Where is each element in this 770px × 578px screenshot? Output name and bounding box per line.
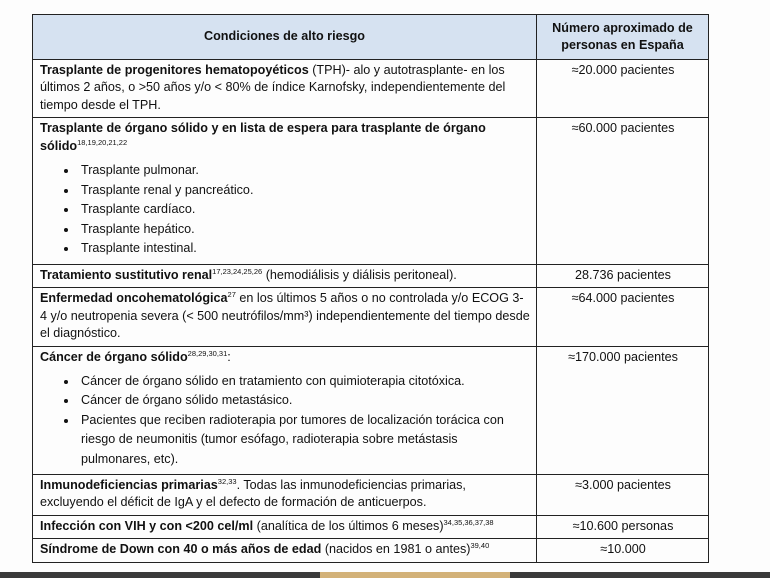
- condition-cell: [33, 118, 537, 265]
- condition-text: :: [227, 349, 231, 364]
- condition-title: Inmunodeficiencias primarias: [40, 478, 218, 493]
- list-item: • Pacientes que reciben radioterapia por tumores de localización torácica con riesgo de neumonitis (tumor esófago, radioterapia sobre metástasis pulmonares, etc).: [78, 411, 530, 469]
- condition-list: [40, 161, 530, 259]
- condition-text: (nacidos en 1981 o antes): [321, 542, 471, 557]
- condition-text: (TPH)- alo y autotrasplante- en los últimos 2 años, o >50 años y/o < 80% de índice Karnofsky, independientemente del tiempo desde el TPH.: [40, 63, 506, 112]
- header-conditions: Condiciones de alto riesgo: [33, 15, 537, 60]
- table-header-row: [33, 15, 709, 60]
- table-row: [33, 346, 709, 474]
- header-count: Número aproximado de personas en España: [537, 15, 709, 60]
- table-row: [33, 118, 709, 265]
- list-item: • Trasplante cardíaco.: [78, 200, 530, 220]
- list-item: • Trasplante pulmonar.: [78, 161, 530, 181]
- condition-text: . Todas las inmunodeficiencias primarias, excluyendo el déficit de IgA y el defecto de formación de anticuerpos.: [40, 478, 466, 510]
- bottom-edge-highlight: [320, 572, 510, 578]
- table-row: [33, 515, 709, 538]
- count-cell: 28.736 pacientes: [537, 265, 709, 288]
- table-row: [33, 539, 709, 562]
- reference-numbers: 18,19,20,21,22: [77, 137, 128, 147]
- reference-numbers: 39,40: [470, 541, 490, 551]
- count-cell: ≈170.000 pacientes: [537, 346, 709, 474]
- condition-list: [40, 372, 530, 469]
- list-item: • Trasplante renal y pancreático.: [78, 181, 530, 201]
- condition-title: Trasplante de órgano sólido y en lista de espera para trasplante de órgano sólido: [40, 121, 486, 153]
- list-item: • Trasplante intestinal.: [78, 239, 530, 259]
- condition-cell: [33, 346, 537, 474]
- condition-cell: [33, 288, 537, 346]
- count-cell: ≈10.600 personas: [537, 515, 709, 538]
- table-row: [33, 288, 709, 346]
- list-item: • Cáncer de órgano sólido en tratamiento con quimioterapia citotóxica.: [78, 372, 530, 391]
- reference-numbers: 27: [227, 290, 236, 300]
- count-cell: ≈20.000 pacientes: [537, 60, 709, 118]
- condition-text: en los últimos 5 años o no controlada y/o ECOG 3-4 y/o neutropenia severa (< 500 neutrófilos/mm³) independientemente del tiempo desde el diagnóstico.: [40, 291, 530, 341]
- condition-cell: [33, 60, 537, 118]
- condition-text: (analítica de los últimos 6 meses): [253, 518, 444, 533]
- condition-title: Tratamiento sustitutivo renal: [40, 268, 213, 282]
- count-cell: ≈10.000: [537, 539, 709, 562]
- count-cell: ≈3.000 pacientes: [537, 475, 709, 516]
- condition-title: Cáncer de órgano sólido: [40, 349, 188, 364]
- list-item: • Trasplante hepático.: [78, 220, 530, 240]
- condition-title: Enfermedad oncohematológica: [40, 291, 228, 306]
- reference-numbers: 17,23,24,25,26: [212, 266, 263, 276]
- condition-title: Síndrome de Down con 40 o más años de edad: [40, 542, 322, 557]
- reference-numbers: 34,35,36,37,38: [443, 517, 494, 527]
- high-risk-table: [32, 14, 709, 563]
- list-item: • Cáncer de órgano sólido metastásico.: [78, 391, 530, 410]
- condition-cell: [33, 515, 537, 538]
- condition-text: (hemodiálisis y diálisis peritoneal).: [262, 268, 457, 282]
- condition-cell: [33, 539, 537, 562]
- table-row: [33, 265, 709, 288]
- table-row: [33, 475, 709, 516]
- count-cell: ≈60.000 pacientes: [537, 118, 709, 265]
- reference-numbers: 28,29,30,31: [187, 348, 228, 358]
- condition-title: Trasplante de progenitores hematopoyéticos: [40, 63, 309, 77]
- condition-title: Infección con VIH y con <200 cel/ml: [40, 518, 254, 533]
- reference-numbers: 32,33: [217, 476, 237, 486]
- bottom-edge-bar: [0, 572, 770, 578]
- count-cell: ≈64.000 pacientes: [537, 288, 709, 346]
- condition-cell: [33, 475, 537, 516]
- table-row: [33, 60, 709, 118]
- condition-cell: [33, 265, 537, 288]
